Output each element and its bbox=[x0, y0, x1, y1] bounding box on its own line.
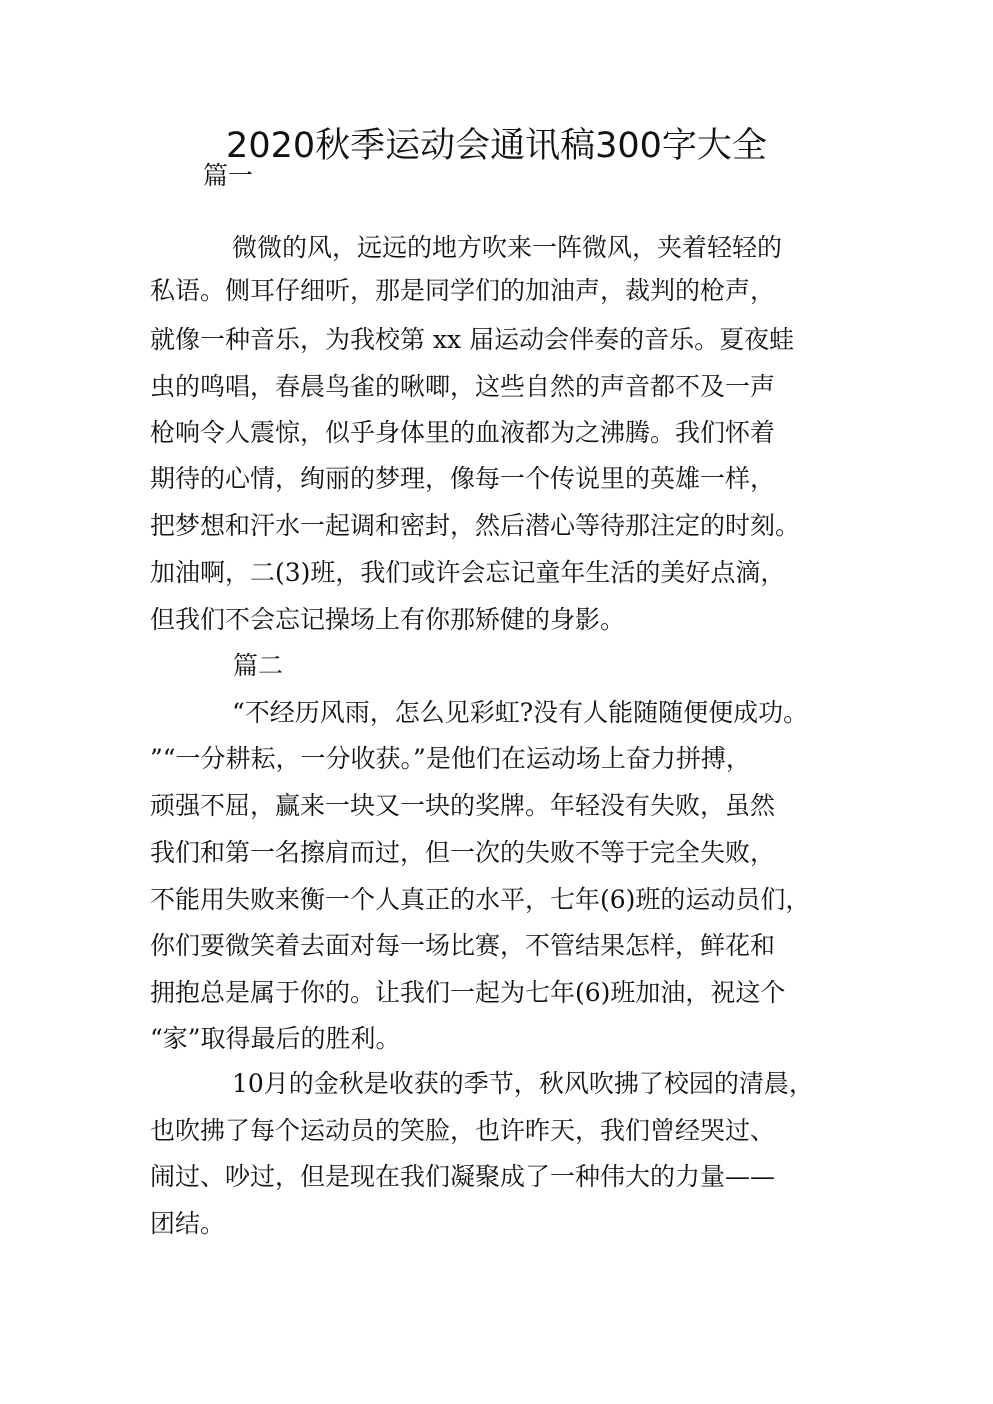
text-line: 私语。侧耳仔细听，那是同学们的加油声，裁判的枪声， bbox=[150, 276, 776, 305]
text-line: 加油啊，二(3)班，我们或许会忘记童年生活的美好点滴， bbox=[150, 558, 786, 587]
text-line: 顽强不屈，赢来一块又一块的奖牌。年轻没有失败，虽然 bbox=[150, 791, 776, 820]
section-heading-2: 篇二 bbox=[233, 651, 284, 680]
text-line: 虫的鸣唱，春晨鸟雀的啾唧，这些自然的声音都不及一声 bbox=[150, 372, 776, 401]
text-line: ”“一分耕耘，一分收获。”是他们在运动场上奋力拼搏， bbox=[150, 744, 751, 773]
text-line: 微微的风，远远的地方吹来一阵微风，夹着轻轻的 bbox=[232, 233, 783, 262]
text-line: 不能用失败来衡一个人真正的水平，七年(6)班的运动员们， bbox=[150, 885, 811, 914]
text-line: 闹过、吵过，但是现在我们凝聚成了一种伟大的力量—— bbox=[150, 1162, 776, 1191]
text-line: 但我们不会忘记操场上有你那矫健的身影。 bbox=[150, 605, 626, 634]
text-line: “家”取得最后的胜利。 bbox=[150, 1024, 401, 1053]
text-line: 拥抱总是属于你的。让我们一起为七年(6)班加油，祝这个 bbox=[150, 978, 786, 1007]
section-heading-1: 篇一 bbox=[203, 161, 254, 190]
text-line: 也吹拂了每个运动员的笑脸，也许昨天，我们曾经哭过、 bbox=[150, 1116, 776, 1145]
page-title: 2020秋季运动会通讯稿300字大全 bbox=[226, 126, 767, 166]
text-line: 我们和第一名擦肩而过，但一次的失败不等于完全失败， bbox=[150, 838, 776, 867]
text-line: “不经历风雨，怎么见彩虹?没有人能随随便便成功。 bbox=[232, 698, 809, 727]
text-line: 就像一种音乐，为我校第 xx 届运动会伴奏的音乐。夏夜蛙 bbox=[150, 325, 795, 354]
text-line: 你们要微笑着去面对每一场比赛，不管结果怎样，鲜花和 bbox=[150, 931, 776, 960]
text-line: 期待的心情，绚丽的梦理，像每一个传说里的英雄一样， bbox=[150, 464, 776, 493]
text-line: 把梦想和汗水一起调和密封，然后潜心等待那注定的时刻。 bbox=[150, 511, 801, 540]
text-line: 团结。 bbox=[150, 1209, 226, 1238]
text-line: 枪响令人震惊，似乎身体里的血液都为之沸腾。我们怀着 bbox=[150, 418, 776, 447]
text-line: 10月的金秋是收获的季节，秋风吹拂了校园的清晨， bbox=[232, 1069, 814, 1098]
